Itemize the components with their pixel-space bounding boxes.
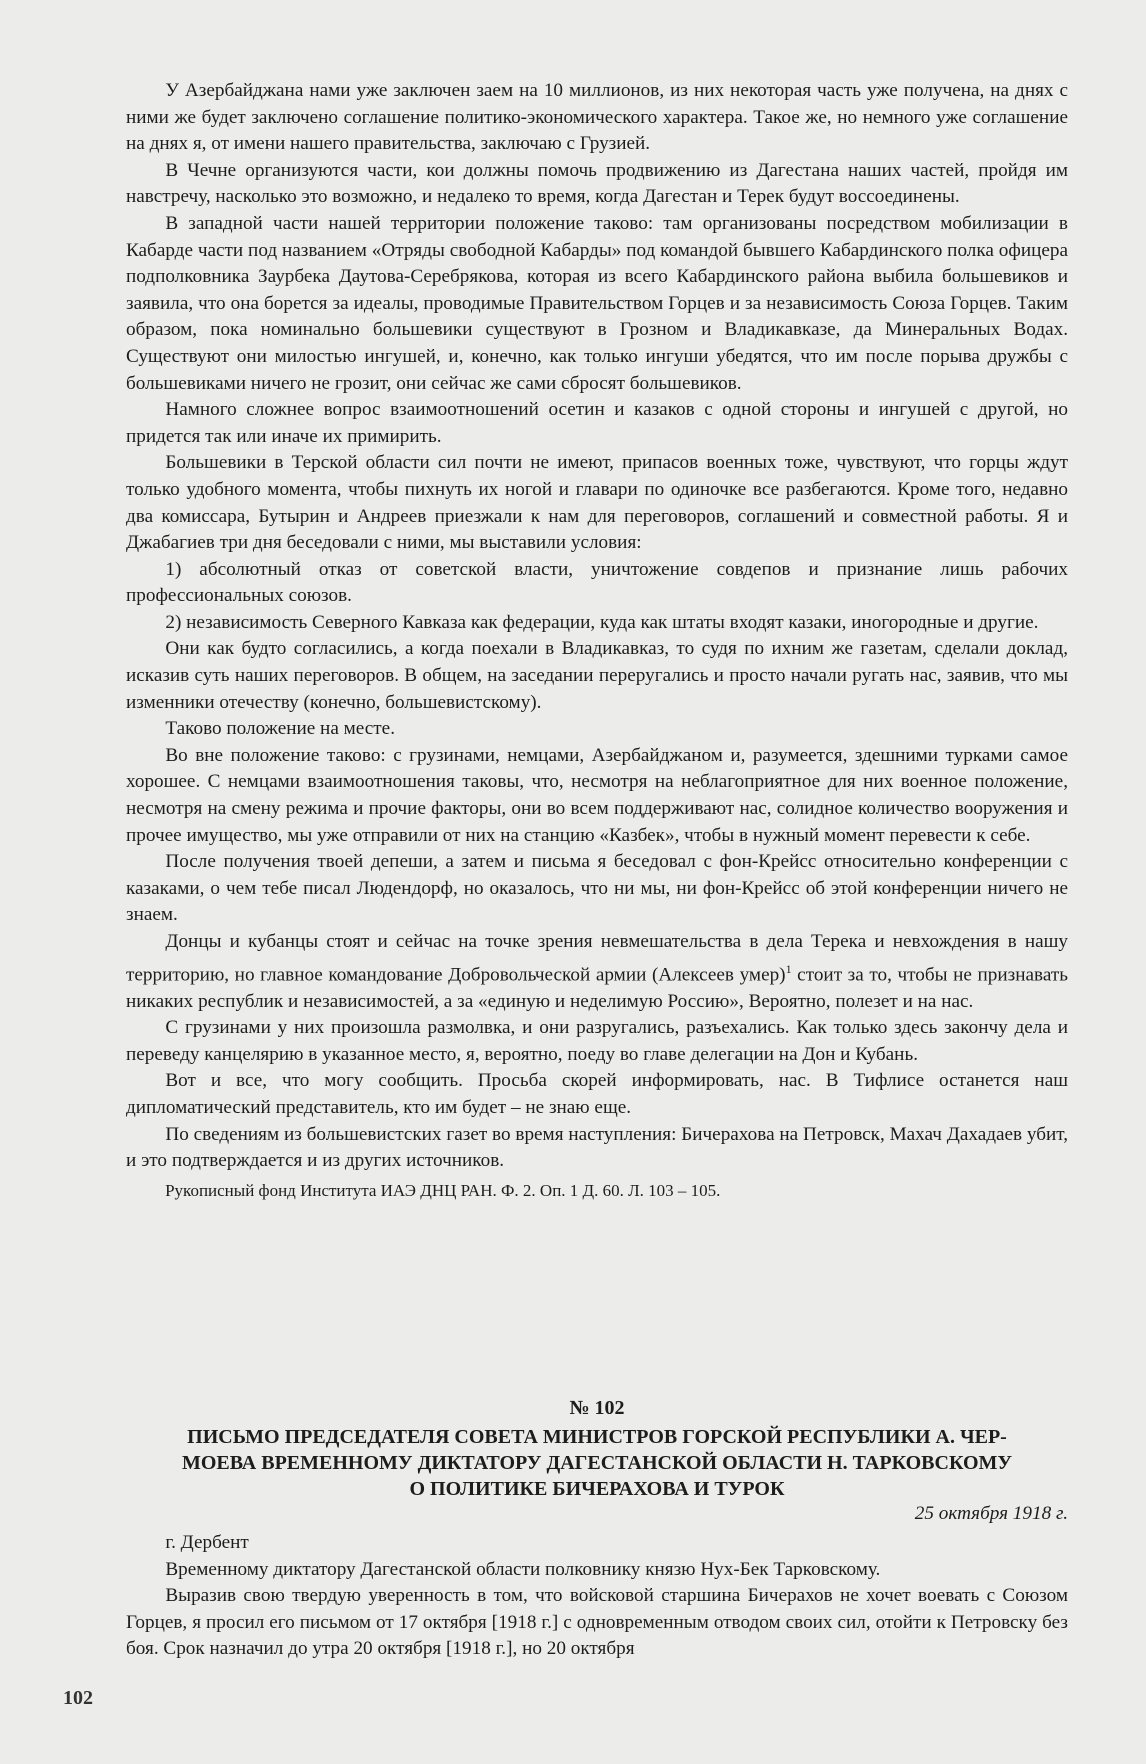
document-title-line-1: ПИСЬМО ПРЕДСЕДАТЕЛЯ СОВЕТА МИНИСТРОВ ГОРСКОЙ РЕСПУБЛИКИ А. ЧЕР-	[187, 1426, 1007, 1448]
paragraph-georgians: С грузинами у них произошла размолвка, и они разругались, разъехались. Как только здесь закончу дела и переведу канцелярию в указанное место, я, вероятно, поеду во главе делегации на Дон и Кубань.	[126, 1017, 1068, 1065]
paragraph-chechnya: В Чечне организуются части, кои должны помочь продвижению из Дагестана наших частей, пройдя им навстречу, насколько это возможно, и недалеко то время, когда Дагестан и Терек будут воссоединены.	[126, 159, 1068, 208]
paragraph-azerbaijan-loan: У Азербайджана нами уже заключен заем на 10 миллионов, из них некоторая часть уже получена, на днях с ними же будет заключено соглашение политико-экономического характера. Такое же, но немного уже соглашение на днях я, от имени нашего правительства, заключаю с Грузией.	[126, 80, 1068, 155]
paragraph-condition-2: 2) независимость Северного Кавказа как федерации, куда как штаты входят казаки, иногородные и другие.	[165, 611, 1039, 633]
document-body: Выразив свою твердую уверенность в том, что войсковой старшина Бичерахов не хочет воевать с Союзом Горцев, я просил его письмом от 17 октября [1918 г.] с одновременным отводом своих сил, отойти к Петровску без боя. Срок назначил до утра 20 октября [1918 г.], но 20 октября	[126, 1585, 1068, 1660]
paragraph-kabarda: В западной части нашей территории положение таково: там организованы посредством мобилизации в Кабарде части под названием «Отряды свободной Кабарды» под командой бывшего Кабардинского полка офицера подполковника Заурбека Даутова-Серебрякова, которая из всего Кабардинского района выбила большевиков и заявила, что она борется за идеалы, проводимые Правительством Горцев и за независимость Союза Горцев. Таким образом, пока номинально большевики существуют в Грозном и Владикавказе, да Минеральных Водах. Существуют они милостью ингушей, и, конечно, как только ингуши убедятся, что им после порыва дружбы с большевиками ничего не грозит, они сейчас же сами сбросят большевиков.	[126, 212, 1068, 394]
paragraph-don-kuban-text: Донцы и кубанцы стоят и сейчас на точке зрения невмешательства в дела Терека и невхождения в нашу территорию, но главное командование Добровольческой армии (Алексеев умер)	[126, 931, 1068, 985]
paragraph-ossetians-cossacks: Намного сложнее вопрос взаимоотношений осетин и казаков с одной стороны и ингушей с другой, но придется так или иначе их примирить.	[126, 399, 1068, 447]
document-text	[126, 1530, 1068, 1663]
document-title	[126, 1424, 1068, 1502]
paragraph-bolsheviks-terek: Большевики в Терской области сил почти не имеют, припасов военных тоже, чувствуют, что горцы ждут только удобного момента, чтобы пихнуть их ногой и главари по одиночке все разбегаются. Кроме того, недавно два комиссара, Бутырин и Андреев приезжали к нам для переговоров, соглашений и совместной работы. Я и Джабагиев три дня беседовали с ними, мы выставили условия:	[126, 452, 1068, 554]
paragraph-external: Во вне положение таково: с грузинами, немцами, Азербайджаном и, разумеется, здешними турками самое хорошее. С немцами взаимоотношения таковы, что, несмотря на неблагоприятное для них военное положение, несмотря на смену режима и прочие факторы, они во всем поддерживают нас, солидное количество вооружения и прочее имущество, мы уже отправили от них на станцию «Казбек», чтобы в нужный момент перевести к себе.	[126, 744, 1068, 846]
paragraph-report-end: Вот и все, что могу сообщить. Просьба скорей информировать, нас. В Тифлисе останется наш дипломатический представитель, кто им будет – не знаю еще.	[126, 1070, 1068, 1118]
paragraph-situation: Таково положение на месте.	[165, 718, 395, 740]
footnote-mark: 1	[785, 961, 792, 976]
document-number: № 102	[569, 1397, 625, 1419]
document-title-line-2: МОЕВА ВРЕМЕННОМУ ДИКТАТОРУ ДАГЕСТАНСКОЙ ОБЛАСТИ Н. ТАРКОВСКОМУ	[181, 1452, 1013, 1474]
document-title-line-3: О ПОЛИТИКЕ БИЧЕРАХОВА И ТУРОК	[409, 1478, 785, 1500]
previous-document-text	[126, 78, 1068, 1203]
page-number: 102	[63, 1687, 93, 1709]
paragraph-bicherakhov: По сведениям из большевистских газет во время наступления: Бичерахова на Петровск, Махач Дахадаев убит, и это подтверждается и из других источников.	[126, 1123, 1068, 1172]
paragraph-don-kuban	[126, 929, 1068, 1015]
document-place: г. Дербент	[165, 1532, 249, 1553]
paragraph-vladikavkaz: Они как будто согласились, а когда поехали в Владикавказ, то судя по ихним же газетам, сделали доклад, исказив суть наших переговоров. В общем, на заседании переругались и просто начали ругать нас, заявив, что мы изменники отечеству (конечно, большевистскому).	[126, 638, 1068, 713]
archive-source-note: Рукописный фонд Института ИАЭ ДНЦ РАН. Ф. 2. Оп. 1 Д. 60. Л. 103 – 105.	[165, 1180, 721, 1200]
paragraph-don-kuban-text-2: стоит за то, чтобы не признавать никаких республик и независимостей, а за «единую и неделимую Россию», Вероятно, полезет и на нас.	[126, 963, 1068, 1012]
paragraph-von-kreiss: После получения твоей депеши, а затем и письма я беседовал с фон-Крейсс относительно конференции с казаками, о чем тебе писал Людендорф, но оказалось, что ни мы, ни фон-Крейсс об этой конференции ничего не знаем.	[126, 851, 1068, 926]
document-addressee: Временному диктатору Дагестанской области полковнику князю Нух-Бек Тарковскому.	[165, 1558, 881, 1580]
document-date: 25 октября 1918 г.	[914, 1503, 1068, 1524]
paragraph-condition-1: 1) абсолютный отказ от советской власти, уничтожение совдепов и признание лишь рабочих профессиональных союзов.	[126, 558, 1068, 607]
